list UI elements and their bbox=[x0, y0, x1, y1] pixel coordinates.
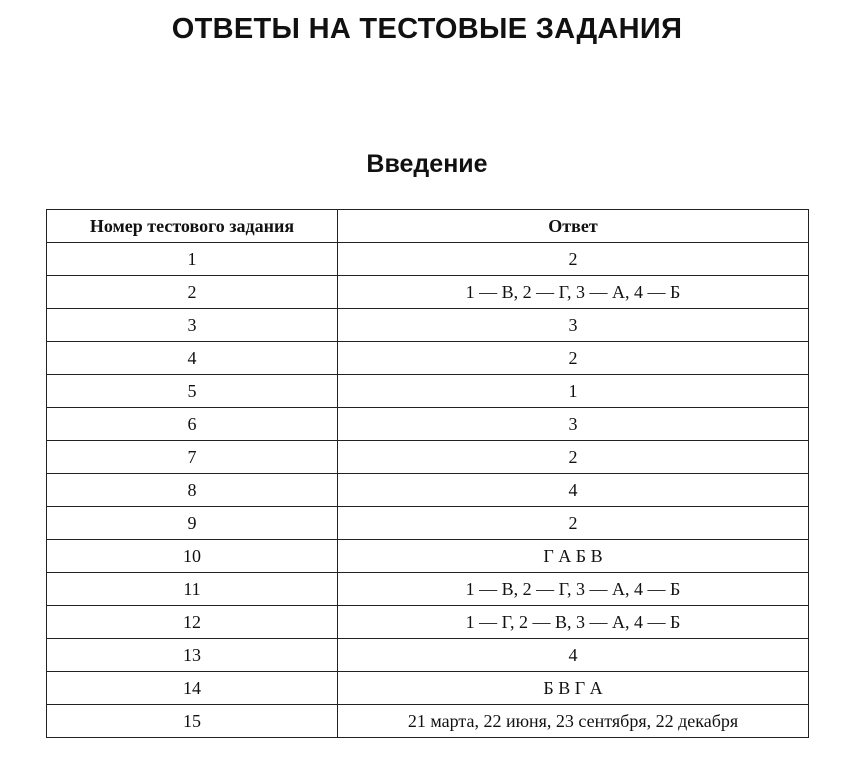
task-number-cell: 14 bbox=[47, 672, 338, 705]
table-row bbox=[47, 474, 809, 507]
header-answer: Ответ bbox=[338, 210, 809, 243]
table-row bbox=[47, 507, 809, 540]
answer-cell: 21 марта, 22 июня, 23 сентября, 22 декабря bbox=[338, 705, 809, 738]
answer-cell: 2 bbox=[338, 441, 809, 474]
table-row bbox=[47, 408, 809, 441]
table-row bbox=[47, 639, 809, 672]
answer-cell: 2 bbox=[338, 243, 809, 276]
answer-cell: 1 — Г, 2 — В, 3 — А, 4 — Б bbox=[338, 606, 809, 639]
task-number-cell: 2 bbox=[47, 276, 338, 309]
task-number-cell: 11 bbox=[47, 573, 338, 606]
answer-cell: 1 — В, 2 — Г, 3 — А, 4 — Б bbox=[338, 573, 809, 606]
task-number-cell: 5 bbox=[47, 375, 338, 408]
answer-cell: 2 bbox=[338, 342, 809, 375]
table-row bbox=[47, 441, 809, 474]
table-row bbox=[47, 606, 809, 639]
task-number-cell: 13 bbox=[47, 639, 338, 672]
task-number-cell: 12 bbox=[47, 606, 338, 639]
table-row bbox=[47, 573, 809, 606]
table-row bbox=[47, 705, 809, 738]
answer-cell: 4 bbox=[338, 639, 809, 672]
answer-cell: 2 bbox=[338, 507, 809, 540]
header-task-number: Номер тестового задания bbox=[47, 210, 338, 243]
page-title: ОТВЕТЫ НА ТЕСТОВЫЕ ЗАДАНИЯ bbox=[171, 13, 683, 45]
answer-cell: 4 bbox=[338, 474, 809, 507]
table-row bbox=[47, 276, 809, 309]
table-row bbox=[47, 342, 809, 375]
table-row bbox=[47, 672, 809, 705]
task-number-cell: 7 bbox=[47, 441, 338, 474]
answers-table bbox=[46, 209, 809, 738]
table-header-row bbox=[47, 210, 809, 243]
task-number-cell: 15 bbox=[47, 705, 338, 738]
table-row bbox=[47, 243, 809, 276]
task-number-cell: 9 bbox=[47, 507, 338, 540]
task-number-cell: 8 bbox=[47, 474, 338, 507]
section-title: Введение bbox=[366, 150, 488, 178]
task-number-cell: 1 bbox=[47, 243, 338, 276]
answer-cell: Б В Г А bbox=[338, 672, 809, 705]
answer-cell: Г А Б В bbox=[338, 540, 809, 573]
task-number-cell: 6 bbox=[47, 408, 338, 441]
answer-cell: 3 bbox=[338, 408, 809, 441]
table-row bbox=[47, 540, 809, 573]
answer-cell: 1 bbox=[338, 375, 809, 408]
table-row bbox=[47, 375, 809, 408]
task-number-cell: 4 bbox=[47, 342, 338, 375]
table-row bbox=[47, 309, 809, 342]
task-number-cell: 3 bbox=[47, 309, 338, 342]
task-number-cell: 10 bbox=[47, 540, 338, 573]
answer-cell: 1 — В, 2 — Г, 3 — А, 4 — Б bbox=[338, 276, 809, 309]
answer-cell: 3 bbox=[338, 309, 809, 342]
